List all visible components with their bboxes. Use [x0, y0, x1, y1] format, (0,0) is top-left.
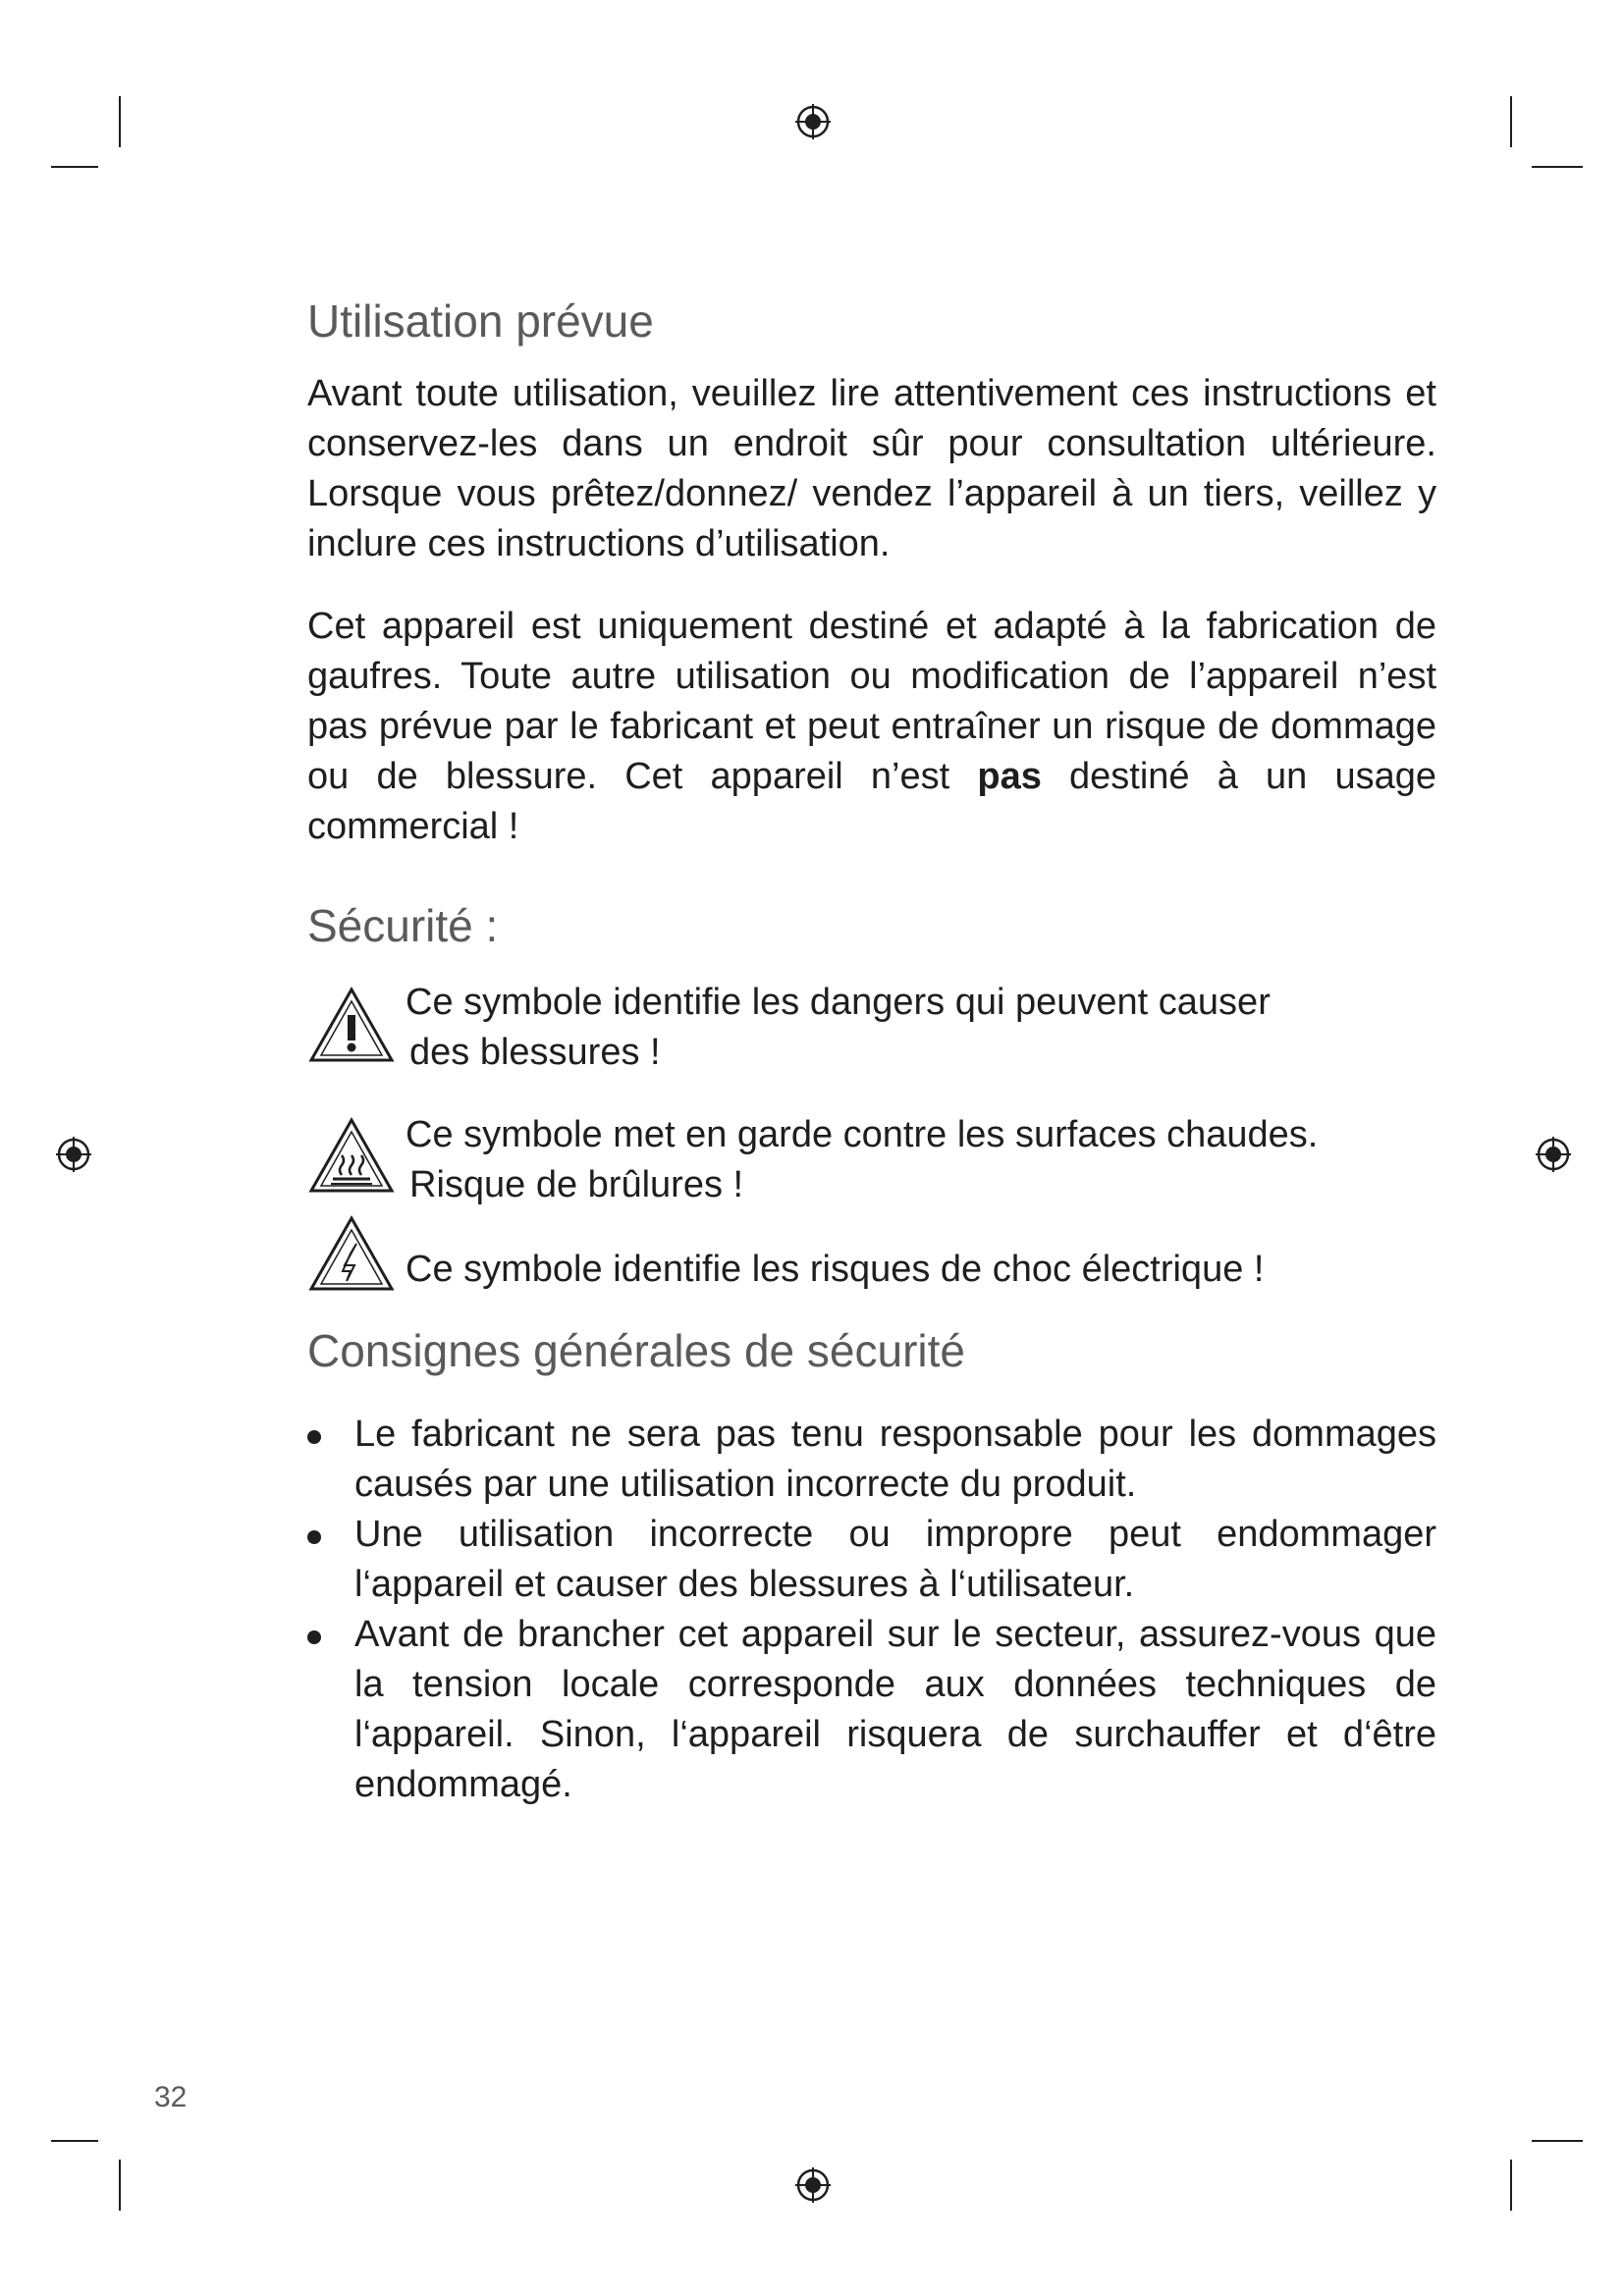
- bullet-text: Avant de brancher cet appareil sur le secteur, assurez-vous que la tension locale corresponde aux données techniques de l‘appareil. Sinon, l‘appareil risquera de surchauffer et d‘être endommagé.: [354, 1614, 1436, 1806]
- safety-heading: Sécurité :: [307, 899, 499, 951]
- electric-shock-icon: [307, 1214, 396, 1293]
- registration-mark-icon: [793, 2165, 833, 2205]
- symbol-hot-line-1: Ce symbole met en garde contre les surfaces chaudes.: [406, 1113, 1319, 1155]
- registration-mark-icon: [1534, 1135, 1573, 1174]
- symbol-danger-line-2: des blessures !: [409, 1031, 661, 1073]
- crop-mark: [119, 2160, 121, 2211]
- bullet-text: Une utilisation incorrecte ou impropre peut endommager l‘appareil et causer des blessures à l‘utilisateur.: [354, 1514, 1436, 1606]
- intended-use-heading: Utilisation prévue: [307, 295, 654, 347]
- para2-text: destiné à un usage commercial !: [307, 755, 1436, 847]
- symbol-electric-line-1: Ce symbole identifie les risques de choc électrique !: [406, 1248, 1265, 1290]
- general-safety-list: [307, 1410, 1436, 1810]
- para2-text: Cet appareil est uniquement destiné et adapté à la fabrication de gaufres. Toute autre utilisation ou modification de l’appareil n’est pas prévue par le fabricant et peut entraîner un risque de dommage ou de blessure. Cet appareil n’est: [307, 605, 1436, 797]
- page-content: [307, 293, 1436, 1810]
- registration-mark-icon: [54, 1135, 93, 1174]
- crop-mark: [1510, 96, 1512, 147]
- crop-mark: [1510, 2160, 1512, 2211]
- intended-use-paragraph-2: [307, 602, 1436, 852]
- bullet-icon: [307, 1630, 321, 1644]
- bullet-text: Le fabricant ne sera pas tenu responsable pour les dommages causés par une utilisation incorrecte du produit.: [354, 1414, 1436, 1506]
- intended-use-paragraph-1: Avant toute utilisation, veuillez lire attentivement ces instructions et conservez-les dans un endroit sûr pour consultation ultérieure. Lorsque vous prêtez/donnez/ vendez l’appareil à un tiers, veillez y inclure ces instructions d’utilisation.: [307, 372, 1436, 564]
- symbol-hot-line-2: Risque de brûlures !: [409, 1163, 744, 1205]
- hot-surface-icon: [307, 1116, 396, 1195]
- para2-bold: pas: [977, 755, 1042, 797]
- crop-mark: [1532, 2140, 1583, 2142]
- list-item: [307, 1610, 1436, 1810]
- symbol-row-electric-shock: [307, 1245, 1436, 1295]
- crop-mark: [1532, 166, 1583, 168]
- crop-mark: [51, 2140, 98, 2142]
- bullet-icon: [307, 1530, 321, 1544]
- symbol-row-hot-surface: [307, 1110, 1436, 1210]
- general-safety-heading: Consignes générales de sécurité: [307, 1324, 965, 1376]
- registration-mark-icon: [793, 102, 833, 141]
- list-item: [307, 1410, 1436, 1510]
- list-item: [307, 1510, 1436, 1610]
- symbol-row-danger: [307, 978, 1436, 1078]
- symbol-danger-line-1: Ce symbole identifie les dangers qui peuvent causer: [406, 981, 1271, 1023]
- crop-mark: [51, 166, 98, 168]
- page-number: 32: [154, 2081, 188, 2113]
- warning-exclamation-icon: [307, 986, 396, 1064]
- bullet-icon: [307, 1430, 321, 1444]
- crop-mark: [119, 96, 121, 147]
